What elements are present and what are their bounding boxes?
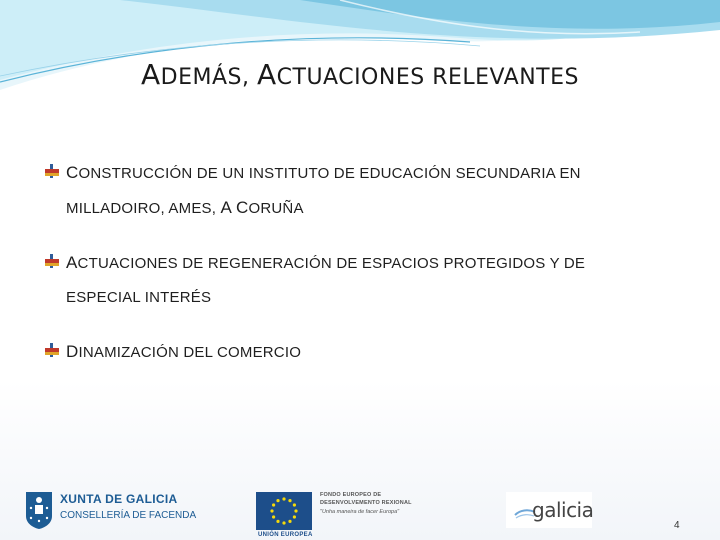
bullet-line1: CTUACIONES DE REGENERACIÓN DE ESPACIOS PROTEGIDOS Y DE (77, 255, 586, 272)
slide-title-part-2: CTUACIONES RELEVANTES (276, 65, 579, 90)
bullet-text (66, 335, 664, 370)
eu-feder-logo (256, 490, 456, 540)
bullet-initial: C (66, 163, 79, 182)
bullet-item-commerce (44, 335, 664, 370)
bullet-marker-icon (44, 253, 60, 269)
bullet-line2-rest: ORUÑA (248, 200, 304, 217)
bullet-marker-icon (44, 163, 60, 179)
bullet-initial: A (66, 253, 78, 272)
bullet-line1: ONSTRUCCIÓN DE UN INSTITUTO DE EDUCACIÓN SECUNDARIA EN (78, 165, 581, 182)
bullet-marker-icon (44, 342, 60, 358)
eu-union-label: UNIÓN EUROPEA (258, 532, 313, 538)
eu-fund-line1: FONDO EUROPEO DE (320, 492, 382, 498)
slide-title-part-1: DEMÁS, (160, 65, 257, 90)
xunta-name: XUNTA DE GALICIA (60, 492, 178, 506)
eu-flag-icon (256, 492, 312, 530)
bullet-text (66, 246, 664, 315)
galicia-brand-text: galicia (532, 498, 594, 522)
slide-title-initial-1: A (141, 58, 161, 91)
xunta-crest-icon (24, 490, 54, 530)
eu-fund-line2: DESENVOLVEMENTO REXIONAL (320, 500, 412, 506)
footer-logos (0, 480, 720, 540)
bullet-item-regeneration (44, 246, 664, 315)
bullet-item-construction (44, 156, 664, 226)
bullet-text (66, 156, 664, 226)
bullet-line2: MILLADOIRO, AMES, (66, 200, 221, 217)
bullet-list (44, 156, 664, 390)
page-number: 4 (674, 520, 680, 531)
xunta-department: CONSELLERÍA DE FACENDA (60, 510, 197, 521)
eu-motto: "Unha maneira de facer Europa" (320, 509, 400, 515)
slide-title (0, 58, 720, 91)
bullet-initial: D (66, 342, 79, 361)
galicia-brand-logo (506, 492, 592, 528)
bullet-line1: INAMIZACIÓN DEL COMERCIO (78, 344, 302, 361)
slide-title-initial-2: A (256, 58, 277, 91)
xunta-de-galicia-logo (24, 490, 197, 532)
bullet-line2: ESPECIAL INTERÉS (66, 289, 212, 306)
bullet-line2-initial: A C (220, 198, 249, 217)
